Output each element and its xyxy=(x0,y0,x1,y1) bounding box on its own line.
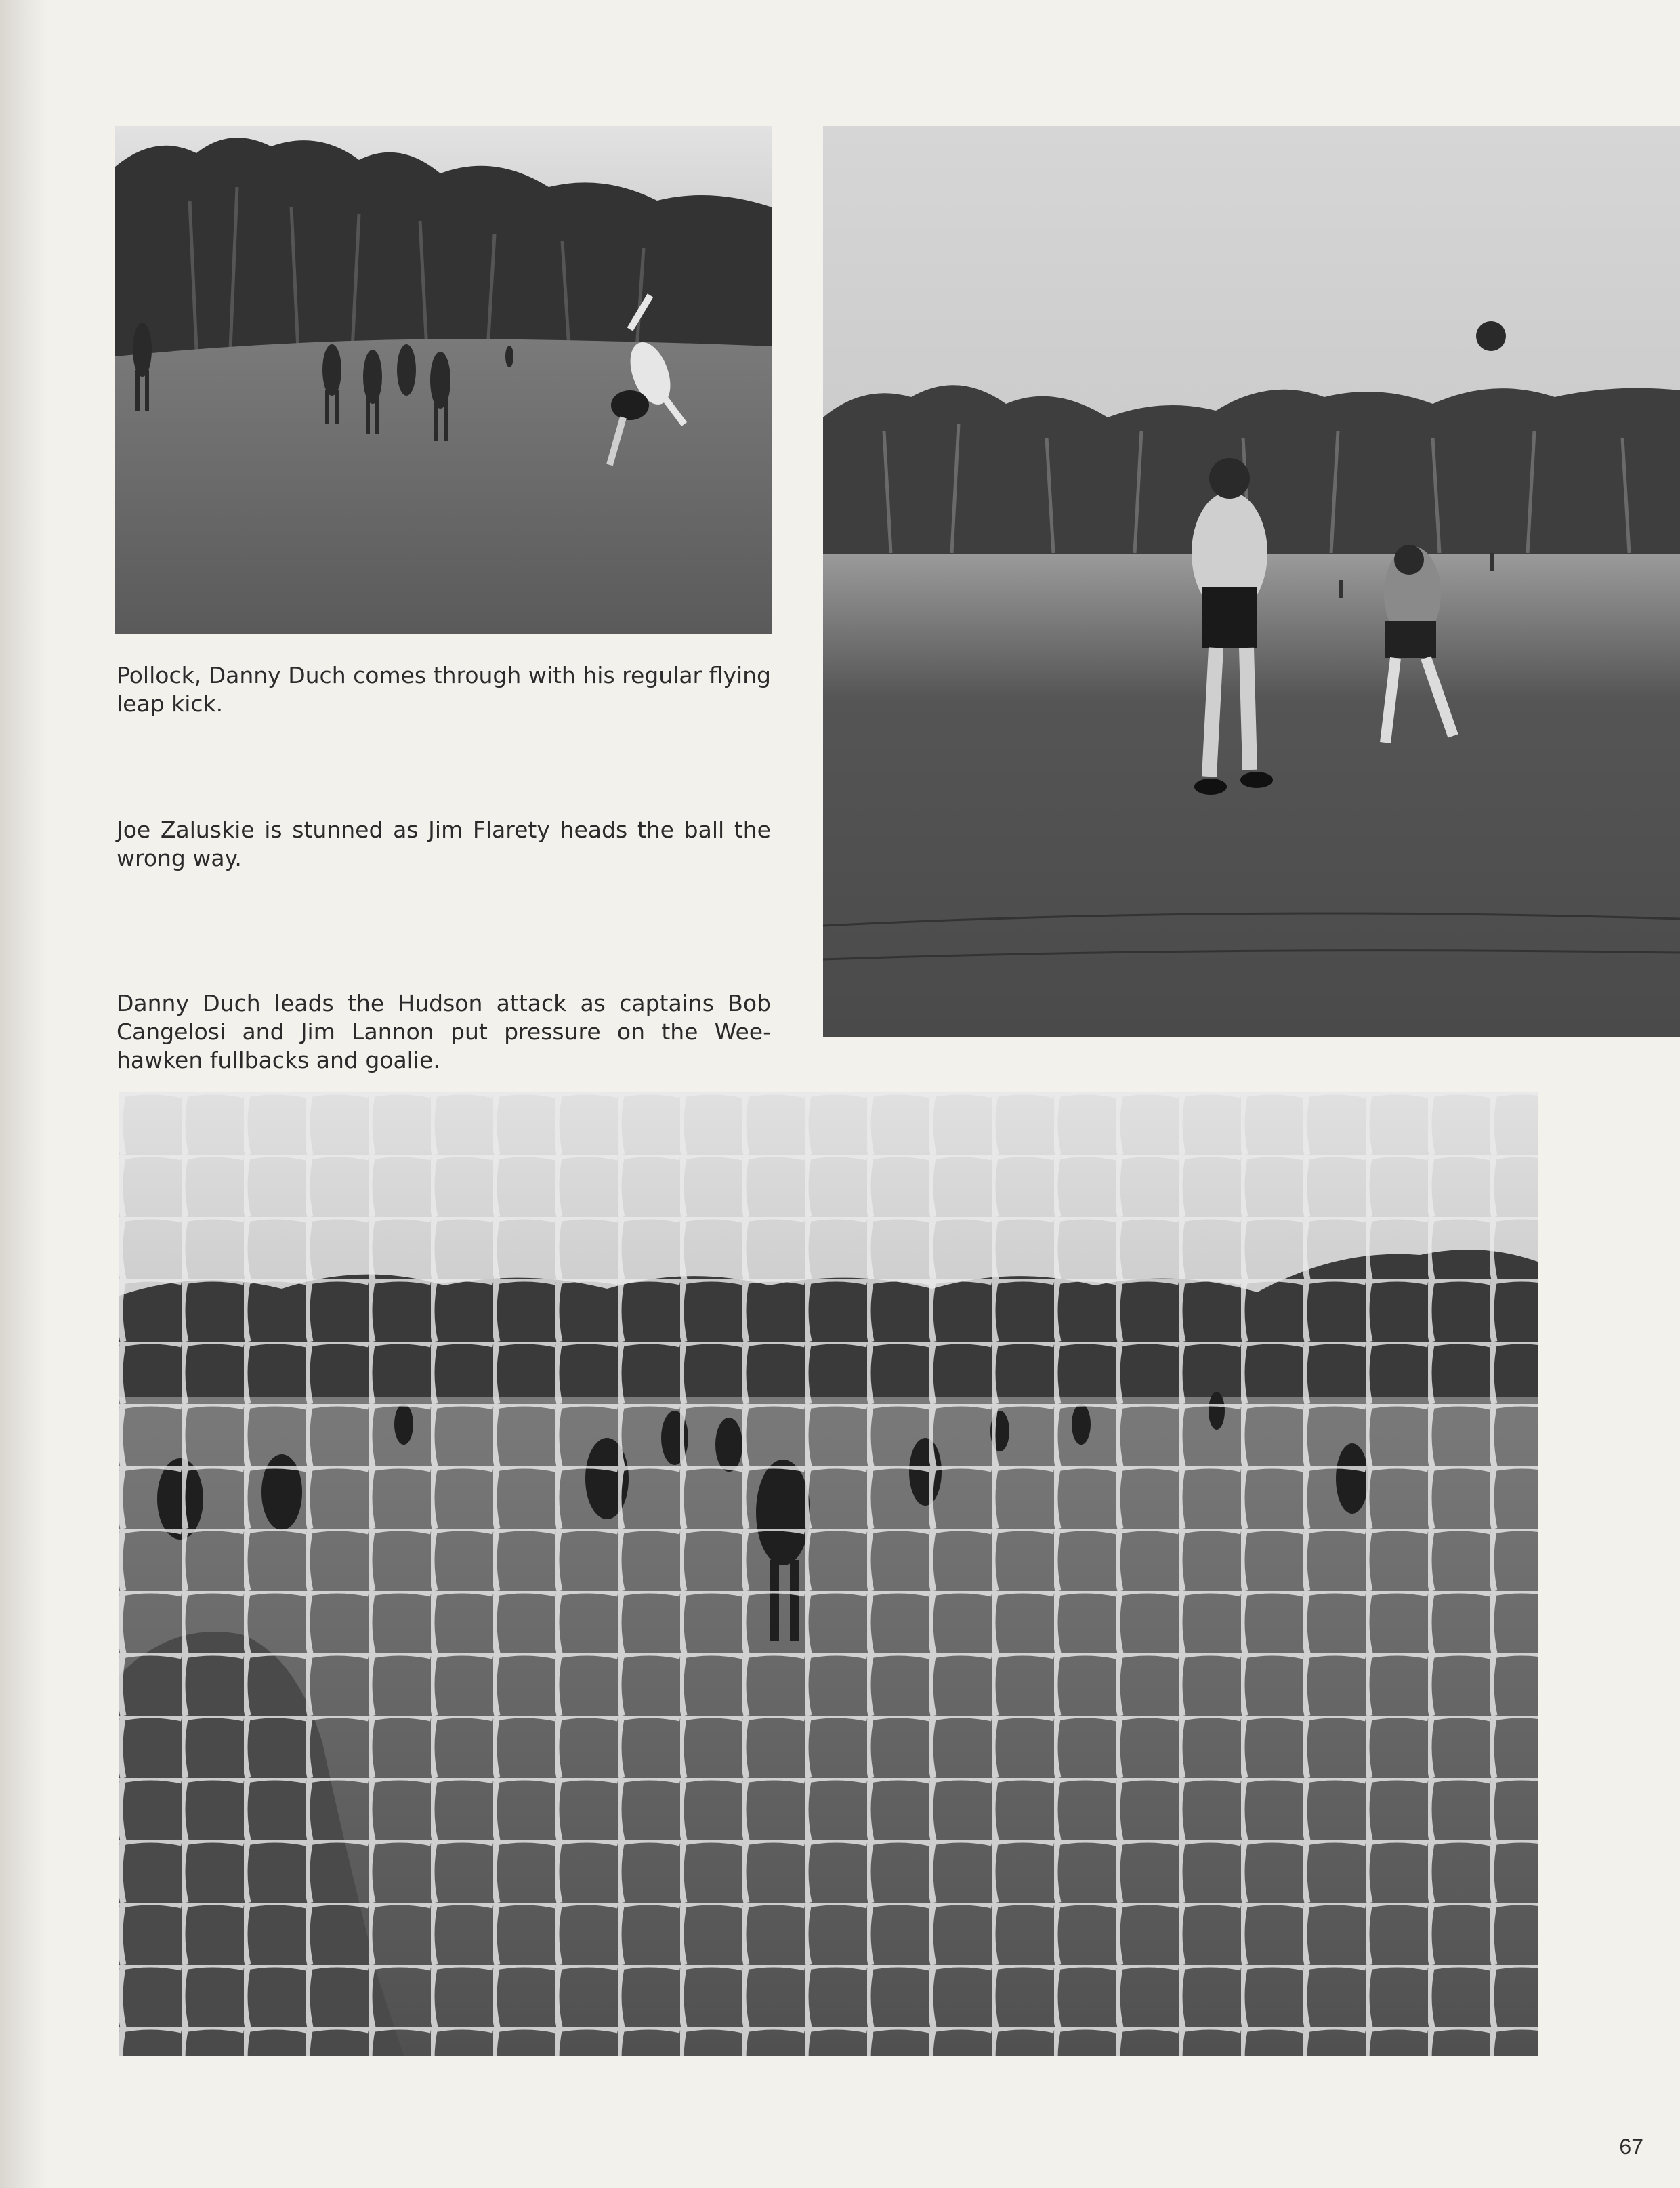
photo-goal-net xyxy=(119,1092,1538,2056)
caption-goal-net: Danny Duch leads the Hudson attack as captains Bob Cangelosi and Jim Lannon put pressure on the Wee-hawken fullbacks and goalie. xyxy=(117,990,771,1073)
page-gutter-shadow xyxy=(0,0,47,2188)
page-number: 67 xyxy=(1619,2134,1643,2159)
caption-flying-leap-kick: Pollock, Danny Duch comes through with his regular flying leap kick. xyxy=(117,662,771,717)
photo-header xyxy=(823,126,1680,1037)
photo-flying-leap-kick xyxy=(115,126,772,634)
caption-header: Joe Zaluskie is stunned as Jim Flarety heads the ball the wrong way. xyxy=(117,817,771,871)
